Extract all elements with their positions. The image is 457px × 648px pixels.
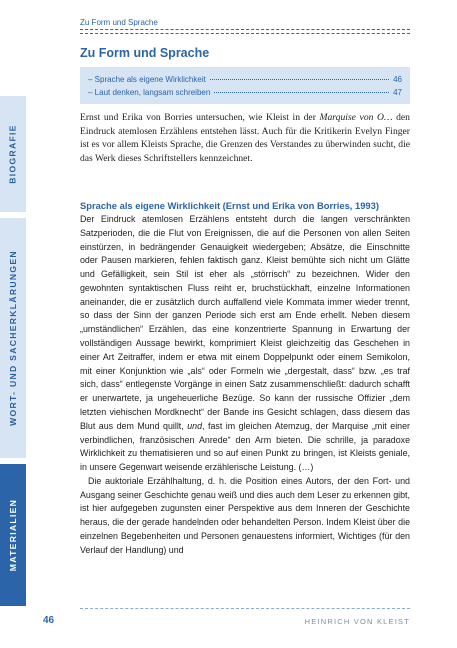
section-heading: Sprache als eigene Wirklichkeit (Ernst und Erika von Borries, 1993) bbox=[80, 200, 379, 211]
paragraph-text: Der Eindruck atemlosen Erzählens entsteht durch die langen verschränkten Satzperioden, die die Flut von Ereignissen, die auf die Personen von allen Seiten einstürzen, in bedrängender Genauigkeit wiedergeben; Absätze, die Einschnitte oder Pausen markieren, fehlen faktisch ganz. Kleist bemühte sich nicht um Glätte und Gefälligkeit, sein Stil ist eher als „störrisch“ zu bezeichnen. Wider den gewohnten syntaktischen Fluss reiht er, bruchstückhaft, einzelne Informationen aneinander, die er zusätzlich durch auffallend viele Kommata immer wieder trennt, so dass der Sinn der ganzen Periode sich erst am Ende erhellt. Neben diesem „umständlichen“ Erzählen, das eine konzentrierte Spannung in Erwartung der vollständigen Aussage bewirkt, komprimiert Kleist gleichzeitig das Geschehen in einer Art Zeitraffer, indem er etwa mit einem Doppelpunkt oder einem Semikolon, mit einer Konjunktion wie „als“ oder Formeln wie „dergestalt, dass“ bzw. „es traf sich, dass“ entlegenste Vorgänge in einen Satz zusammenschließt: dadurch schafft er unerwartete, ja ungeheuerliche Bezüge. So kann der russische Offizier „dem letzten viehischen Mordknecht“ der Bande ins Gesicht schlagen, dass diesem das Blut aus dem Mund quillt, bbox=[80, 214, 410, 431]
work-title: Marquise von O… bbox=[319, 112, 393, 123]
page-title: Zu Form und Sprache bbox=[80, 46, 210, 60]
toc-entry-page: 47 bbox=[393, 88, 402, 97]
tab-materialien[interactable] bbox=[0, 464, 26, 606]
tab-label: BIOGRAFIE bbox=[8, 124, 19, 184]
toc-entry[interactable] bbox=[88, 88, 402, 97]
toc-entry[interactable] bbox=[88, 75, 402, 84]
toc-entry-page: 46 bbox=[393, 75, 402, 84]
body-paragraph bbox=[80, 213, 410, 475]
emphasis: und bbox=[187, 420, 203, 431]
toc-entry-label: – Laut denken, langsam schreiben bbox=[88, 88, 211, 97]
footer-author: HEINRICH VON KLEIST bbox=[304, 617, 410, 626]
body-paragraph: Die auktoriale Erzählhaltung, d. h. die Position eines Autors, der den Fort- und Ausgang seiner Geschichte genau weiß und dies auch dem Leser zu erkennen gibt, ist hier aufgegeben zugunsten einer Perspektive aus dem Inneren der Geschichte heraus, die der gerade handelnden oder behandelten Person. Indem Kleist über die einzelnen Begebenheiten und Personen genauestens informiert, Wichtiges (für den Verlauf der Handlung) und bbox=[80, 475, 410, 555]
paragraph-text-continued: , fast im gleichen Atemzug, der Marquise „mit einer verbindlichen, französischen Anrede“ den Arm bieten. Die schrille, ja paradoxe Wirklichkeit zu thematisieren und so auf einen Punkt zu bringen, ist Kleists geniale, in unsere Gegenwart weisende erzählerische Leistung. (…) bbox=[80, 420, 410, 473]
toc-leader bbox=[214, 92, 389, 93]
section-tabs bbox=[0, 0, 26, 648]
tab-label: MATERIALIEN bbox=[8, 498, 19, 572]
page-number: 46 bbox=[43, 615, 55, 626]
tab-biografie[interactable] bbox=[0, 96, 26, 212]
toc-entry-label: – Sprache als eigene Wirklichkeit bbox=[88, 75, 206, 84]
toc-leader bbox=[210, 79, 389, 80]
header-rule-second bbox=[80, 33, 410, 34]
tab-wort-und-sacherklaerungen[interactable] bbox=[0, 218, 26, 458]
footer-rule bbox=[80, 608, 410, 609]
intro-paragraph bbox=[80, 111, 410, 165]
intro-text-end: den Eindruck atemlosen Erzählens entstehen lässt. Auch für die Kritikerin Evelyn Finger ist es vor allem Kleists Sprache, die Grenzen des Verstandes zu überwinden sucht, die das Werk dieses Schriftstellers kennzeichnet. bbox=[80, 112, 410, 164]
contents-box bbox=[80, 67, 410, 104]
tab-label: WORT- UND SACHERKLÄRUNGEN bbox=[8, 250, 19, 426]
quoted-text bbox=[80, 213, 410, 558]
intro-text-start: Ernst und Erika von Borries untersuchen, wie Kleist in der bbox=[80, 112, 320, 123]
running-header: Zu Form und Sprache bbox=[80, 18, 158, 27]
header-rule bbox=[80, 29, 410, 30]
